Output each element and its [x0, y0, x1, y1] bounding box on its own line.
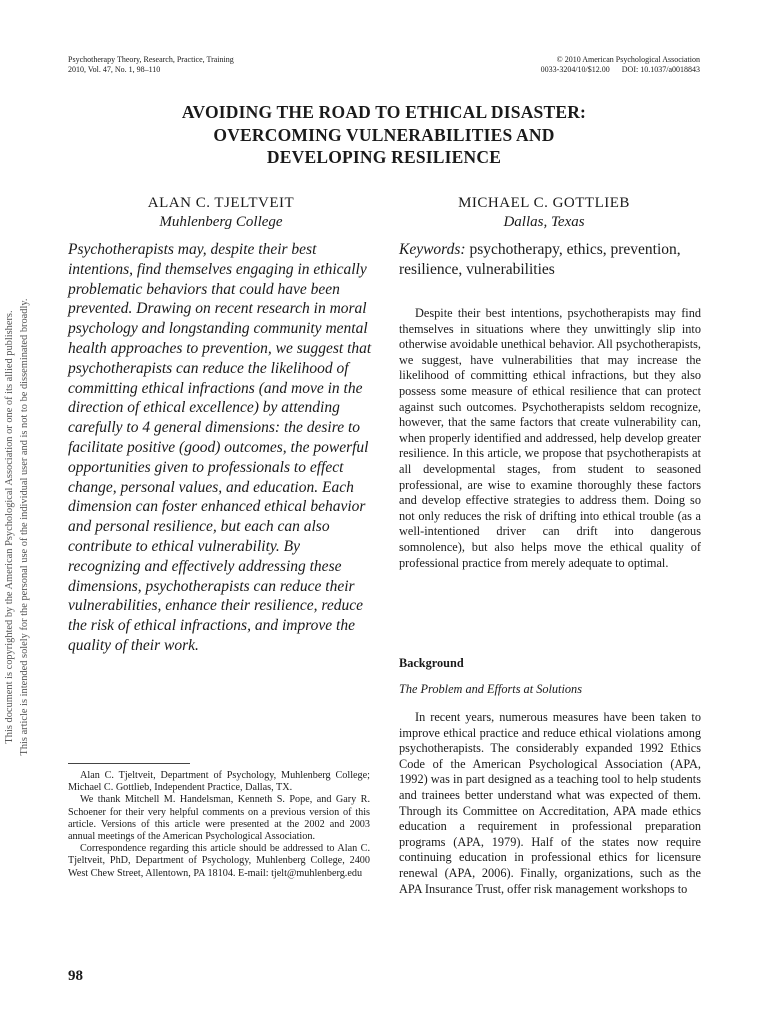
footnote-affiliations: Alan C. Tjeltveit, Department of Psychology, Muhlenberg College; Michael C. Gottlieb, Independent Practice, Dallas, TX.: [68, 770, 370, 794]
title-line-3: DEVELOPING RESILIENCE: [266, 147, 502, 167]
author-affiliation-1: Muhlenberg College: [159, 214, 283, 230]
page-number: 98: [68, 968, 83, 984]
running-header-right: [541, 55, 700, 75]
side-notice-line-2: This article is intended solely for the personal use of the individual user and is not to be disseminated broadly.: [19, 298, 30, 756]
footnote-rule: [68, 763, 190, 764]
keywords-text: psychotherapy, ethics, prevention, resilience, vulnerabilities: [399, 241, 681, 278]
side-notice-line-1: This document is copyrighted by the American Psychological Association or one of its allied publishers.: [4, 310, 15, 744]
author-name-2: MICHAEL C. GOTTLIEB: [458, 195, 630, 211]
footnote-correspondence: Correspondence regarding this article should be addressed to Alan C. Tjeltveit, PhD, Department of Psychology, Muhlenberg College, 2400 West Chew Street, Allentown, PA 18104. E-mail: tjelt@muhlenberg.edu: [68, 843, 370, 879]
copyright-notice: © 2010 American Psychological Association: [556, 55, 700, 64]
journal-volume: 2010, Vol. 47, No. 1, 98–110: [68, 65, 161, 74]
section-heading: Background: [399, 656, 464, 670]
title-line-2: OVERCOMING VULNERABILITIES AND: [213, 124, 555, 145]
section-subheading: The Problem and Efforts at Solutions: [399, 682, 582, 696]
journal-name: Psychotherapy Theory, Research, Practice, Training: [68, 55, 234, 64]
intro-paragraph: Despite their best intentions, psychotherapists may find themselves in situations where they unwittingly slip into otherwise avoidable unethical behavior. All psychotherapists, we suggest, have vulnerabilities that may increase the likelihood of committing ethical infractions, but they also possess some measure of ethical resilience that can protect against such outcomes. Psychotherapists seldom recognize, however, that the same factors that create vulnerability can, when properly identified and addressed, help develop greater resilience. In this article, we propose that psychotherapists at all developmental stages, from student to seasoned professional, are wise to examine thoroughly these factors and develop effective strategies to address them. Doing so not only reduces the risk of drifting into ethical trouble (as a well-intentioned driver can drift into dangerous somnolence), but also helps move the ethical quality of professional practice from merely adequate to optimal.: [399, 306, 701, 570]
footnotes: [68, 770, 370, 880]
footnote-acknowledgments: We thank Mitchell M. Handelsman, Kenneth S. Pope, and Gary R. Schoener for their very helpful comments on a previous version of this article. Versions of this article were presented at the 2002 and 2003 annual meetings of the American Psychological Association.: [68, 794, 370, 843]
running-header-left: [68, 55, 234, 75]
side-copyright-notice: [2, 262, 38, 792]
title-line-1: AVOIDING THE ROAD TO ETHICAL DISASTER:: [181, 102, 587, 122]
author-affiliation-2: Dallas, Texas: [503, 214, 585, 230]
keywords-label: Keywords:: [399, 241, 466, 258]
abstract: Psychotherapists may, despite their best intentions, find themselves engaging in ethically problematic behaviors that could have been prevented. Drawing on recent research in moral psychology and longstanding community mental health approaches to prevention, we suggest that psychotherapists can reduce the likelihood of committing ethical infractions (and move in the direction of ethical excellence) by attending carefully to 4 general dimensions: the desire to facilitate positive (good) outcomes, the powerful opportunities given to professionals to effect change, personal values, and education. Each dimension can foster enhanced ethical behavior and personal resilience, but each can also contribute to ethical vulnerability. By recognizing and effectively addressing these dimensions, psychotherapists can reduce their vulnerabilities, enhance their resilience, reduce the risk of ethical infractions, and improve the quality of their work.: [68, 241, 372, 654]
article-title: [0, 101, 768, 169]
issn-doi: 0033-3204/10/$12.00 DOI: 10.1037/a0018843: [540, 65, 700, 74]
background-section: [399, 710, 701, 897]
background-paragraph: In recent years, numerous measures have been taken to improve ethical practice and reduce ethical violations among psychotherapists. The considerably expanded 1992 Ethics Code of the American Psychological Association (APA, 1992) was in part designed as a teaching tool to help students and trainees better understand what was expected of them. Through its Committee on Accreditation, APA made ethics education a requirement in professional preparation programs (APA, 1979). Half of the states now require continuing education in professional ethics for licensure renewal (APA, 2006). Finally, organizations, such as the APA Insurance Trust, offer risk management workshops to: [399, 710, 701, 896]
author-name-1: ALAN C. TJELTVEIT: [147, 195, 295, 211]
keywords: [399, 240, 701, 280]
intro-section: [399, 306, 701, 571]
